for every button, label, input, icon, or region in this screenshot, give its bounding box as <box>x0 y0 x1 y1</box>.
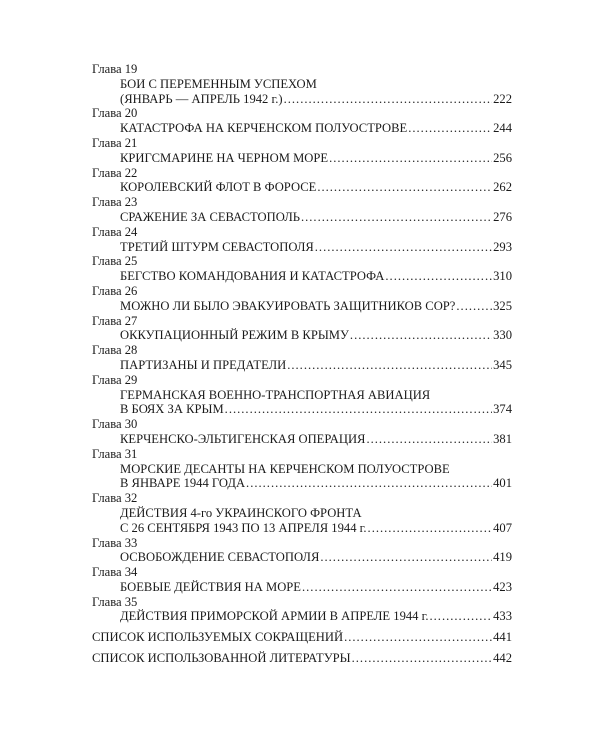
chapter-label: Глава 33 <box>92 535 138 550</box>
page-number: 374 <box>493 402 512 417</box>
leader-dots <box>225 402 492 417</box>
leader-dots <box>350 328 492 343</box>
toc-chapter-entry <box>92 447 512 491</box>
chapter-title: ТРЕТИЙ ШТУРМ СЕВАСТОПОЛЯ <box>120 239 314 254</box>
chapter-title-row <box>92 210 512 225</box>
chapter-label: Глава 21 <box>92 135 138 150</box>
chapter-label: Глава 27 <box>92 313 138 328</box>
chapter-title-row <box>92 432 512 447</box>
chapter-title: ПАРТИЗАНЫ И ПРЕДАТЕЛИ <box>120 357 287 372</box>
chapter-title-line: ДЕЙСТВИЯ 4-го УКРАИНСКОГО ФРОНТА <box>120 505 362 520</box>
chapter-label: Глава 32 <box>92 491 138 506</box>
chapter-label: Глава 30 <box>92 417 138 432</box>
chapter-label: Глава 28 <box>92 343 138 358</box>
leader-dots <box>246 476 492 491</box>
page-number: 325 <box>493 298 512 313</box>
chapter-title-line: БОИ С ПЕРЕМЕННЫМ УСПЕХОМ <box>120 76 317 91</box>
leader-dots <box>315 240 492 255</box>
chapter-title: СРАЖЕНИЕ ЗА СЕВАСТОПОЛЬ <box>120 209 300 224</box>
toc-chapter-entry <box>92 373 512 417</box>
chapter-title-line: МОРСКИЕ ДЕСАНТЫ НА КЕРЧЕНСКОМ ПОЛУОСТРОВЕ <box>120 461 450 476</box>
chapter-title: КАТАСТРОФА НА КЕРЧЕНСКОМ ПОЛУОСТРОВЕ <box>120 121 408 136</box>
leader-dots <box>329 151 492 166</box>
toc-chapter-entry <box>92 343 512 373</box>
leader-dots <box>301 210 492 225</box>
chapter-title-row <box>92 240 512 255</box>
chapter-title: В ЯНВАРЕ 1944 ГОДА <box>120 476 246 491</box>
leader-dots <box>456 299 492 314</box>
toc-chapter-entry <box>92 536 512 566</box>
leader-dots <box>385 269 492 284</box>
chapter-title: В БОЯХ ЗА КРЫМ <box>120 402 224 417</box>
chapter-title-row <box>92 550 512 565</box>
chapter-title: КЕРЧЕНСКО-ЭЛЬТИГЕНСКАЯ ОПЕРАЦИЯ <box>120 431 366 446</box>
chapter-title-row <box>92 180 512 195</box>
chapter-title-row <box>92 609 512 624</box>
appendix-title: СПИСОК ИСПОЛЬЗОВАННОЙ ЛИТЕРАТУРЫ <box>92 651 351 666</box>
page-number: 256 <box>493 150 512 165</box>
leader-dots <box>317 180 492 195</box>
chapter-title-row <box>92 121 512 136</box>
page-number: 276 <box>493 209 512 224</box>
leader-dots <box>344 630 492 645</box>
chapter-title-row <box>92 358 512 373</box>
chapter-title: БОЕВЫЕ ДЕЙСТВИЯ НА МОРЕ <box>120 579 301 594</box>
table-of-contents <box>92 62 512 666</box>
leader-dots <box>320 550 492 565</box>
appendix-title: СПИСОК ИСПОЛЬЗУЕМЫХ СОКРАЩЕНИЙ <box>92 630 344 645</box>
toc-chapter-entry <box>92 417 512 447</box>
toc-chapter-entry <box>92 136 512 166</box>
page-number: 262 <box>493 180 512 195</box>
toc-chapter-entry <box>92 254 512 284</box>
chapter-title-row <box>92 299 512 314</box>
chapter-title: ОСВОБОЖДЕНИЕ СЕВАСТОПОЛЯ <box>120 550 320 565</box>
chapter-label: Глава 19 <box>92 62 138 76</box>
toc-chapter-entry <box>92 284 512 314</box>
chapter-title: БЕГСТВО КОМАНДОВАНИЯ И КАТАСТРОФА <box>120 269 385 284</box>
leader-dots <box>430 609 493 624</box>
page-number: 222 <box>493 91 512 106</box>
page-number: 433 <box>493 609 512 624</box>
chapter-label: Глава 25 <box>92 254 138 269</box>
page-number: 423 <box>493 579 512 594</box>
chapter-title-row <box>92 328 512 343</box>
chapter-title-row <box>92 521 512 536</box>
page-number: 345 <box>493 357 512 372</box>
chapter-title: С 26 СЕНТЯБРЯ 1943 ПО 13 АПРЕЛЯ 1944 г. <box>120 520 367 535</box>
page-number: 381 <box>493 431 512 446</box>
chapter-title-line: ГЕРМАНСКАЯ ВОЕННО-ТРАНСПОРТНАЯ АВИАЦИЯ <box>120 387 431 402</box>
appendix-entry <box>92 651 512 666</box>
leader-dots <box>352 651 492 666</box>
toc-chapter-entry <box>92 195 512 225</box>
chapter-label: Глава 24 <box>92 224 138 239</box>
chapter-title-row <box>92 92 512 107</box>
chapter-title: ОККУПАЦИОННЫЙ РЕЖИМ В КРЫМУ <box>120 328 349 343</box>
leader-dots <box>368 521 493 536</box>
toc-chapter-entry <box>92 106 512 136</box>
toc-chapter-entry <box>92 225 512 255</box>
chapter-title-row <box>92 402 512 417</box>
leader-dots <box>284 92 493 107</box>
chapter-title: (ЯНВАРЬ — АПРЕЛЬ 1942 г.) <box>120 91 283 106</box>
leader-dots <box>366 432 492 447</box>
page-number: 401 <box>493 476 512 491</box>
toc-chapter-entry <box>92 62 512 106</box>
leader-dots <box>302 580 492 595</box>
page-number: 441 <box>493 630 512 645</box>
chapter-title: ДЕЙСТВИЯ ПРИМОРСКОЙ АРМИИ В АПРЕЛЕ 1944 г. <box>120 609 429 624</box>
chapter-title-row <box>92 580 512 595</box>
page-number: 330 <box>493 328 512 343</box>
toc-chapter-entry <box>92 491 512 535</box>
chapter-label: Глава 34 <box>92 565 138 580</box>
page-number: 293 <box>493 239 512 254</box>
chapter-title: МОЖНО ЛИ БЫЛО ЭВАКУИРОВАТЬ ЗАЩИТНИКОВ СОР? <box>120 298 456 313</box>
appendix-entry <box>92 630 512 645</box>
leader-dots <box>408 121 492 136</box>
page-number: 419 <box>493 550 512 565</box>
chapter-label: Глава 23 <box>92 195 138 210</box>
toc-chapter-entry <box>92 314 512 344</box>
chapter-label: Глава 29 <box>92 372 138 387</box>
chapter-title: КРИГСМАРИНЕ НА ЧЕРНОМ МОРЕ <box>120 150 329 165</box>
chapter-label: Глава 35 <box>92 594 138 609</box>
chapter-label: Глава 26 <box>92 283 138 298</box>
chapter-label: Глава 31 <box>92 446 138 461</box>
chapter-label: Глава 20 <box>92 106 138 121</box>
toc-chapter-entry <box>92 166 512 196</box>
chapter-title-row <box>92 476 512 491</box>
chapter-title-row <box>92 269 512 284</box>
leader-dots <box>287 358 492 373</box>
page-number: 244 <box>493 121 512 136</box>
chapter-title: КОРОЛЕВСКИЙ ФЛОТ В ФОРОСЕ <box>120 180 317 195</box>
page-number: 310 <box>493 269 512 284</box>
chapter-label: Глава 22 <box>92 165 138 180</box>
toc-chapter-entry <box>92 565 512 595</box>
toc-chapter-entry <box>92 595 512 625</box>
chapter-title-row <box>92 151 512 166</box>
page-number: 407 <box>493 520 512 535</box>
page-number: 442 <box>493 651 512 666</box>
